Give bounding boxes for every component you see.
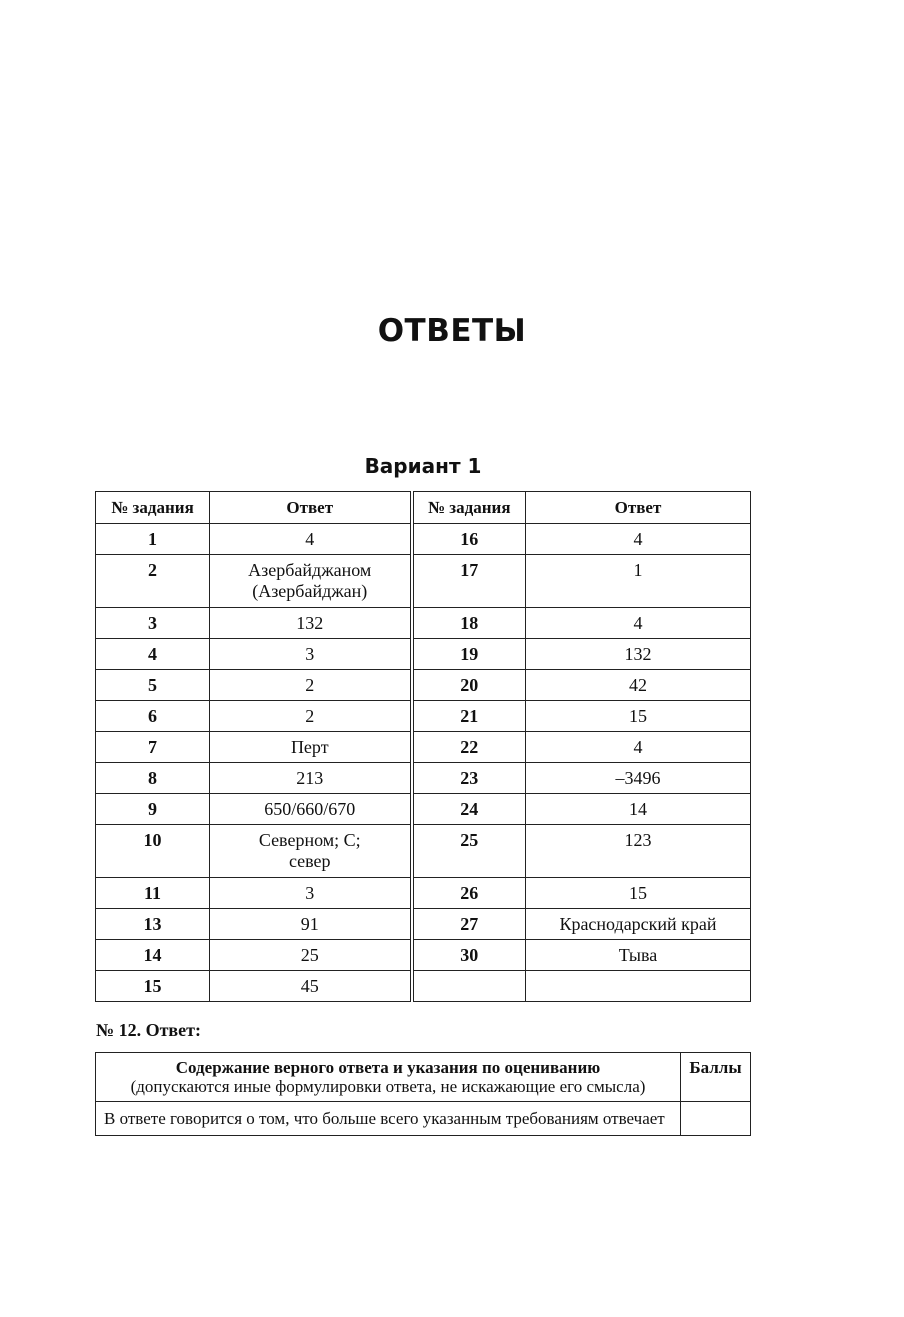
- answer-cell: 213: [210, 763, 412, 794]
- task-number: 20: [412, 670, 526, 701]
- task-number: 24: [412, 794, 526, 825]
- task-number: 6: [96, 701, 210, 732]
- task-number: 23: [412, 763, 526, 794]
- task-number: 11: [96, 878, 210, 909]
- task-number: 8: [96, 763, 210, 794]
- answer-cell: [526, 971, 751, 1002]
- task-number: 16: [412, 524, 526, 555]
- answer-cell: [210, 825, 412, 878]
- q12-heading: № 12. Ответ:: [96, 1020, 201, 1040]
- answer-cell: 3: [210, 878, 412, 909]
- criteria-text: В ответе говорится о том, что больше всего указанным требованиям отвечает: [96, 1102, 681, 1136]
- header-task-number: № задания: [96, 492, 210, 524]
- task-number: [412, 971, 526, 1002]
- answer-cell: 650/660/670: [210, 794, 412, 825]
- answer-cell: 4: [210, 524, 412, 555]
- answer-cell: [210, 555, 412, 608]
- task-number: 19: [412, 639, 526, 670]
- answer-text: Северном; С; север: [258, 830, 361, 871]
- answer-cell: 1: [526, 555, 751, 608]
- answer-cell: 123: [526, 825, 751, 878]
- answers-header-row: [96, 492, 751, 524]
- answer-text: Азербайджаном (Азербайджан): [248, 560, 372, 601]
- table-row: [96, 555, 751, 608]
- task-number: 9: [96, 794, 210, 825]
- criteria-header: [96, 1053, 681, 1102]
- answer-cell: 3: [210, 639, 412, 670]
- answer-cell: –3496: [526, 763, 751, 794]
- task-number: 27: [412, 909, 526, 940]
- scoring-table: [95, 1052, 751, 1136]
- score-cell: [681, 1102, 751, 1136]
- answer-cell: 15: [526, 701, 751, 732]
- task-number: 25: [412, 825, 526, 878]
- table-row: [96, 670, 751, 701]
- scoring-row: [96, 1102, 751, 1136]
- answer-cell: 14: [526, 794, 751, 825]
- table-row: [96, 701, 751, 732]
- table-row: [96, 524, 751, 555]
- task-number: 26: [412, 878, 526, 909]
- task-number: 3: [96, 608, 210, 639]
- table-row: [96, 794, 751, 825]
- scoring-header-row: [96, 1053, 751, 1102]
- answer-cell: 4: [526, 732, 751, 763]
- table-row: [96, 878, 751, 909]
- table-row: [96, 732, 751, 763]
- criteria-title: Содержание верного ответа и указания по оцениванию: [175, 1058, 601, 1077]
- variant-title: Вариант 1: [364, 454, 482, 478]
- task-number: 22: [412, 732, 526, 763]
- task-number: 5: [96, 670, 210, 701]
- answer-cell: 2: [210, 701, 412, 732]
- answer-cell: 25: [210, 940, 412, 971]
- page-title: ОТВЕТЫ: [377, 313, 527, 349]
- answer-cell: 45: [210, 971, 412, 1002]
- task-number: 17: [412, 555, 526, 608]
- answer-cell: Краснодарский край: [526, 909, 751, 940]
- answer-cell: Перт: [210, 732, 412, 763]
- task-number: 7: [96, 732, 210, 763]
- score-header: Баллы: [681, 1053, 751, 1102]
- task-number: 4: [96, 639, 210, 670]
- table-row: [96, 825, 751, 878]
- answer-cell: 4: [526, 608, 751, 639]
- answer-cell: 2: [210, 670, 412, 701]
- task-number: 14: [96, 940, 210, 971]
- table-row: [96, 971, 751, 1002]
- answer-cell: 132: [526, 639, 751, 670]
- task-number: 10: [96, 825, 210, 878]
- answer-cell: 42: [526, 670, 751, 701]
- task-number: 21: [412, 701, 526, 732]
- task-number: 18: [412, 608, 526, 639]
- task-number: 2: [96, 555, 210, 608]
- answer-cell: 4: [526, 524, 751, 555]
- answer-cell: 91: [210, 909, 412, 940]
- table-row: [96, 909, 751, 940]
- task-number: 15: [96, 971, 210, 1002]
- answer-cell: Тыва: [526, 940, 751, 971]
- header-task-number: № задания: [412, 492, 526, 524]
- criteria-note: (допускаются иные формулировки ответа, не искажающие его смысла): [130, 1077, 646, 1096]
- answer-cell: 132: [210, 608, 412, 639]
- table-row: [96, 763, 751, 794]
- header-answer: Ответ: [210, 492, 412, 524]
- task-number: 13: [96, 909, 210, 940]
- table-row: [96, 608, 751, 639]
- task-number: 30: [412, 940, 526, 971]
- table-row: [96, 639, 751, 670]
- answer-cell: 15: [526, 878, 751, 909]
- table-row: [96, 940, 751, 971]
- task-number: 1: [96, 524, 210, 555]
- header-answer: Ответ: [526, 492, 751, 524]
- answers-table: [95, 491, 751, 1002]
